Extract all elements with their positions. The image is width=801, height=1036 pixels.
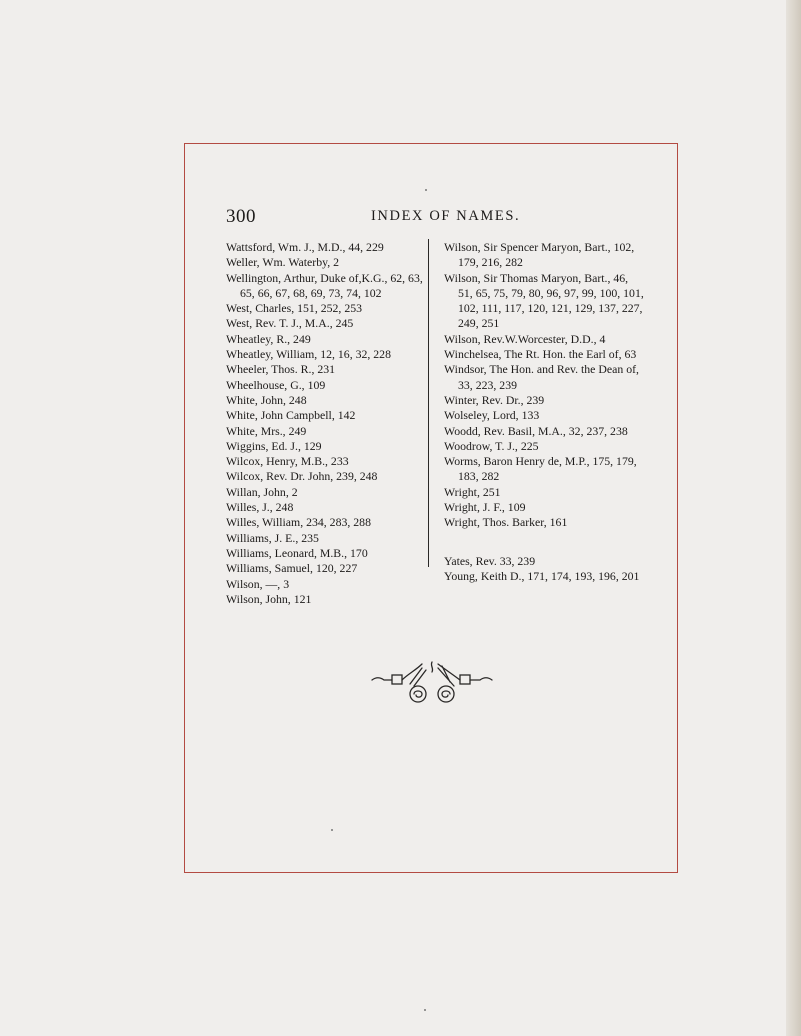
index-entry: Wiggins, Ed. J., 129 xyxy=(226,438,322,453)
index-entry: Wheatley, R., 249 xyxy=(226,331,311,346)
index-entry: Willan, John, 2 xyxy=(226,484,298,499)
index-entry: Winter, Rev. Dr., 239 xyxy=(444,392,545,407)
index-entry: Wilcox, Rev. Dr. John, 239, 248 xyxy=(226,469,378,484)
index-entry: West, Charles, 151, 252, 253 xyxy=(226,301,363,316)
index-entry: Williams, Samuel, 120, 227 xyxy=(226,561,358,576)
index-entry: Woodd, Rev. Basil, M.A., 32, 237, 238 xyxy=(444,423,628,438)
page-header xyxy=(226,206,636,228)
index-entry: Weller, Wm. Waterby, 2 xyxy=(226,255,340,270)
index-entry: Willes, William, 234, 283, 288 xyxy=(226,515,371,530)
index-entry: Wilcox, Henry, M.B., 233 xyxy=(226,454,349,469)
index-entry: Wilson, —, 3 xyxy=(226,576,290,591)
column-divider xyxy=(428,239,429,567)
index-entry: West, Rev. T. J., M.A., 245 xyxy=(226,316,354,331)
index-entry: Willes, J., 248 xyxy=(226,500,294,515)
index-entry: White, John Campbell, 142 xyxy=(226,408,356,423)
index-entry: Williams, Leonard, M.B., 170 xyxy=(226,545,368,560)
index-entry: White, John, 248 xyxy=(226,392,307,407)
index-entry: Wellington, Arthur, Duke of,K.G., 62, 63, 65, 66, 67, 68, 69, 73, 74, 102 xyxy=(226,270,423,300)
index-entry: Yates, Rev. 33, 239 xyxy=(444,553,536,568)
index-entry: Wilson, Sir Thomas Maryon, Bart., 46, 51, 65, 75, 79, 80, 96, 97, 99, 100, 101, 102, 111, 117, 120, 121, 129, 137, 227, 249, 251 xyxy=(444,270,644,331)
index-entry: Windsor, The Hon. and Rev. the Dean of, 33, 223, 239 xyxy=(444,362,639,392)
index-entry: Wilson, Rev.W.Worcester, D.D., 4 xyxy=(444,331,606,346)
index-entry: Wheelhouse, G., 109 xyxy=(226,377,326,392)
index-entry: Wilson, Sir Spencer Maryon, Bart., 102, 179, 216, 282 xyxy=(444,240,635,270)
speck xyxy=(424,1009,426,1011)
index-entry: White, Mrs., 249 xyxy=(226,423,307,438)
speck xyxy=(331,829,333,831)
running-title: INDEX OF NAMES. xyxy=(371,208,521,224)
index-entry: Worms, Baron Henry de, M.P., 175, 179, 183, 282 xyxy=(444,454,637,484)
index-entry: Winchelsea, The Rt. Hon. the Earl of, 63 xyxy=(444,347,637,362)
index-entry: Wheatley, William, 12, 16, 32, 228 xyxy=(226,347,391,362)
index-column-left xyxy=(226,240,424,607)
index-entry: Wattsford, Wm. J., M.D., 44, 229 xyxy=(226,240,384,254)
index-entry: Young, Keith D., 171, 174, 193, 196, 201 xyxy=(444,568,640,583)
index-entry: Woodrow, T. J., 225 xyxy=(444,438,539,453)
index-column-right xyxy=(444,240,644,584)
ornament-icon xyxy=(368,660,496,706)
index-entry: Williams, J. E., 235 xyxy=(226,530,319,545)
index-entry: Wolseley, Lord, 133 xyxy=(444,408,540,423)
index-entry: Wright, Thos. Barker, 161 xyxy=(444,515,568,530)
index-entry: Wheeler, Thos. R., 231 xyxy=(226,362,336,377)
page-number: 300 xyxy=(226,206,256,227)
index-entry: Wright, 251 xyxy=(444,484,501,499)
page-edge xyxy=(786,0,801,1036)
index-entry: Wright, J. F., 109 xyxy=(444,500,526,515)
index-entry: Wilson, John, 121 xyxy=(226,591,312,606)
speck xyxy=(425,189,427,191)
